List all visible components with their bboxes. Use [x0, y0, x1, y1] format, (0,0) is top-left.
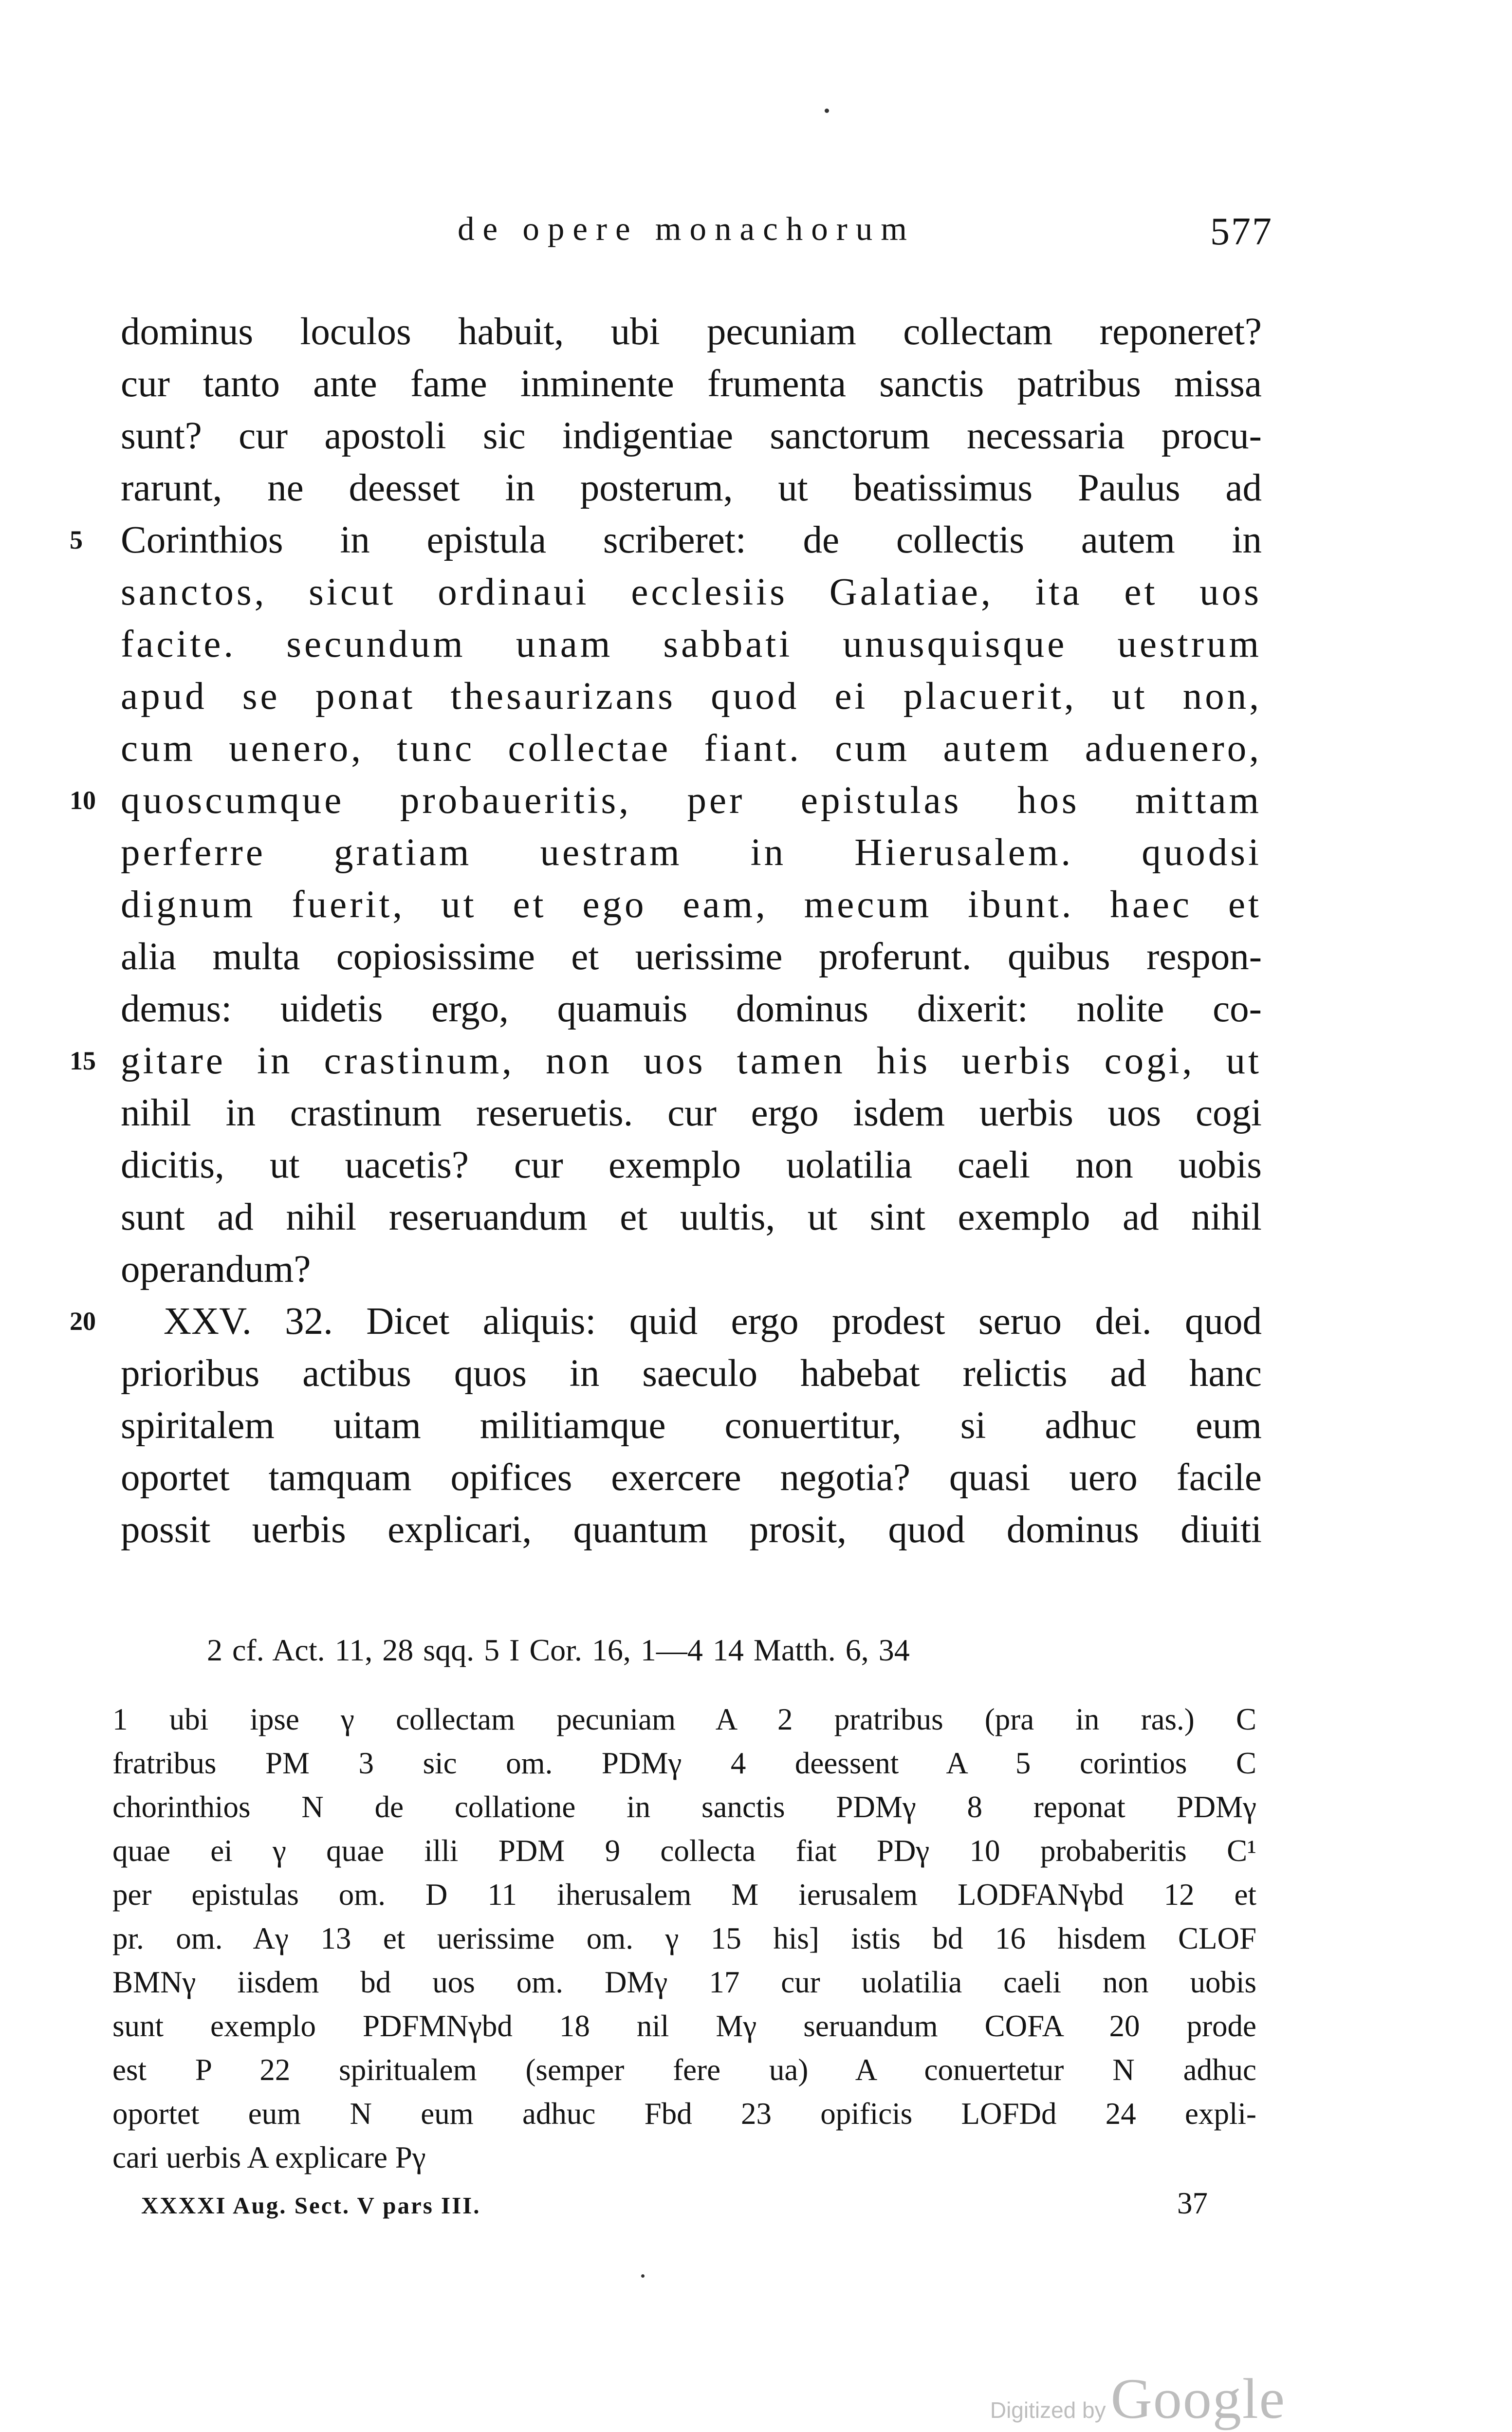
apparatus-line: chorinthios N de collatione in sanctis PDMγ 8 reponat PDMγ	[112, 1790, 1256, 1824]
text-line	[121, 1191, 1262, 1243]
apparatus-line: quae ei γ quae illi PDM 9 collecta fiat PDγ 10 probaberitis C¹	[112, 1834, 1256, 1868]
text-line	[121, 462, 1262, 514]
line-text: perferre gratiam uestram in Hierusalem. quodsi	[121, 831, 1262, 874]
text-line	[70, 1035, 1262, 1087]
critical-apparatus	[112, 1697, 1256, 2179]
line-text: sunt ad nihil reseruandum et uultis, ut sint exemplo ad nihil	[121, 1196, 1262, 1238]
apparatus-line: fratribus PM 3 sic om. PDMγ 4 deessent A 5 corintios C	[112, 1746, 1256, 1780]
line-number: 20	[70, 1307, 96, 1336]
apparatus-line: est P 22 spiritualem (semper fere ua) A conuertetur N adhuc	[112, 2053, 1256, 2087]
apparatus-line: pr. om. Aγ 13 et uerissime om. γ 15 his] istis bd 16 hisdem CLOF	[112, 1921, 1256, 1955]
line-text: quoscumque probaueritis, per epistulas hos mittam	[121, 779, 1262, 822]
line-text: apud se ponat thesaurizans quod ei placuerit, ut non,	[121, 675, 1262, 718]
line-text: sanctos, sicut ordinaui ecclesiis Galatiae, ita et uos	[121, 571, 1262, 613]
print-speck	[641, 2274, 645, 2278]
line-text: possit uerbis explicari, quantum prosit, quod dominus diuiti	[121, 1509, 1262, 1551]
text-line	[121, 827, 1262, 879]
line-text: XXV. 32. Dicet aliquis: quid ergo prodest seruo dei. quod	[164, 1300, 1262, 1343]
google-logo: Google	[1110, 2367, 1286, 2431]
apparatus-line: 1 ubi ipse γ collectam pecuniam A 2 pratribus (pra in ras.) C	[112, 1702, 1256, 1736]
text-line	[70, 514, 1262, 566]
line-text: alia multa copiosissime et uerissime proferunt. quibus respon-	[121, 936, 1262, 978]
line-text: cur tanto ante fame inminente frumenta sanctis patribus missa	[121, 363, 1262, 405]
text-line	[121, 410, 1262, 462]
text-line	[121, 1087, 1262, 1139]
text-line	[121, 1243, 1262, 1295]
page-number: 577	[1210, 210, 1273, 253]
main-text	[70, 306, 1262, 1556]
apparatus-line: BMNγ iisdem bd uos om. DMγ 17 cur uolatilia caeli non uobis	[112, 1965, 1256, 1999]
line-text: rarunt, ne deesset in posterum, ut beatissimus Paulus ad	[121, 467, 1262, 509]
line-number: 15	[70, 1046, 96, 1075]
watermark-label: Digitized by	[990, 2397, 1106, 2423]
apparatus-line: sunt exemplo PDFMNγbd 18 nil Mγ seruandum COFA 20 prode	[112, 2009, 1256, 2043]
printer-signature: XXXXI Aug. Sect. V pars III.	[141, 2192, 481, 2219]
text-line	[121, 879, 1262, 931]
text-line	[121, 1504, 1262, 1556]
apparatus-line: per epistulas om. D 11 iherusalem M ierusalem LODFANγbd 12 et	[112, 1878, 1256, 1912]
text-line	[121, 1400, 1262, 1452]
line-text: spiritalem uitam militiamque conuertitur, si adhuc eum	[121, 1404, 1262, 1447]
line-text: facite. secundum unam sabbati unusquisque uestrum	[121, 623, 1262, 665]
text-line	[121, 1139, 1262, 1191]
sheet-number: 37	[1177, 2186, 1208, 2220]
line-text: sunt? cur apostoli sic indigentiae sanctorum necessaria procu-	[121, 415, 1262, 457]
text-line	[121, 931, 1262, 983]
apparatus-line: oportet eum N eum adhuc Fbd 23 opificis LOFDd 24 expli-	[112, 2097, 1256, 2131]
text-line	[121, 670, 1262, 722]
print-speck	[825, 109, 829, 113]
apparatus-line: cari uerbis A explicare Pγ	[112, 2140, 426, 2174]
line-text: oportet tamquam opifices exercere negotia? quasi uero facile	[121, 1456, 1262, 1499]
text-line	[121, 306, 1262, 358]
line-text: dominus loculos habuit, ubi pecuniam collectam reponeret?	[121, 311, 1262, 353]
line-text: dignum fuerit, ut et ego eam, mecum ibunt. haec et	[121, 884, 1262, 926]
running-head: de opere monachorum	[458, 210, 915, 247]
line-text: operandum?	[121, 1248, 311, 1290]
scripture-references: 2 cf. Act. 11, 28 sqq. 5 I Cor. 16, 1—4 14 Matth. 6, 34	[207, 1633, 910, 1667]
text-line	[121, 1452, 1262, 1504]
text-line	[121, 722, 1262, 774]
text-line	[70, 1295, 1262, 1347]
line-number: 10	[70, 786, 96, 815]
text-line	[121, 1347, 1262, 1400]
line-text: Corinthios in epistula scriberet: de collectis autem in	[121, 519, 1262, 561]
text-line	[121, 566, 1262, 618]
line-text: nihil in crastinum reseruetis. cur ergo isdem uerbis uos cogi	[121, 1092, 1262, 1134]
line-text: dicitis, ut uacetis? cur exemplo uolatilia caeli non uobis	[121, 1144, 1262, 1186]
digitized-watermark	[990, 2366, 1286, 2432]
line-text: demus: uidetis ergo, quamuis dominus dixerit: nolite co-	[121, 988, 1262, 1030]
line-text: gitare in crastinum, non uos tamen his uerbis cogi, ut	[121, 1040, 1262, 1082]
line-text: prioribus actibus quos in saeculo habebat relictis ad hanc	[121, 1352, 1262, 1395]
text-line	[121, 358, 1262, 410]
text-line	[121, 983, 1262, 1035]
line-number: 5	[70, 525, 83, 554]
text-line	[121, 618, 1262, 670]
text-line	[70, 774, 1262, 827]
line-text: cum uenero, tunc collectae fiant. cum autem aduenero,	[121, 727, 1262, 770]
